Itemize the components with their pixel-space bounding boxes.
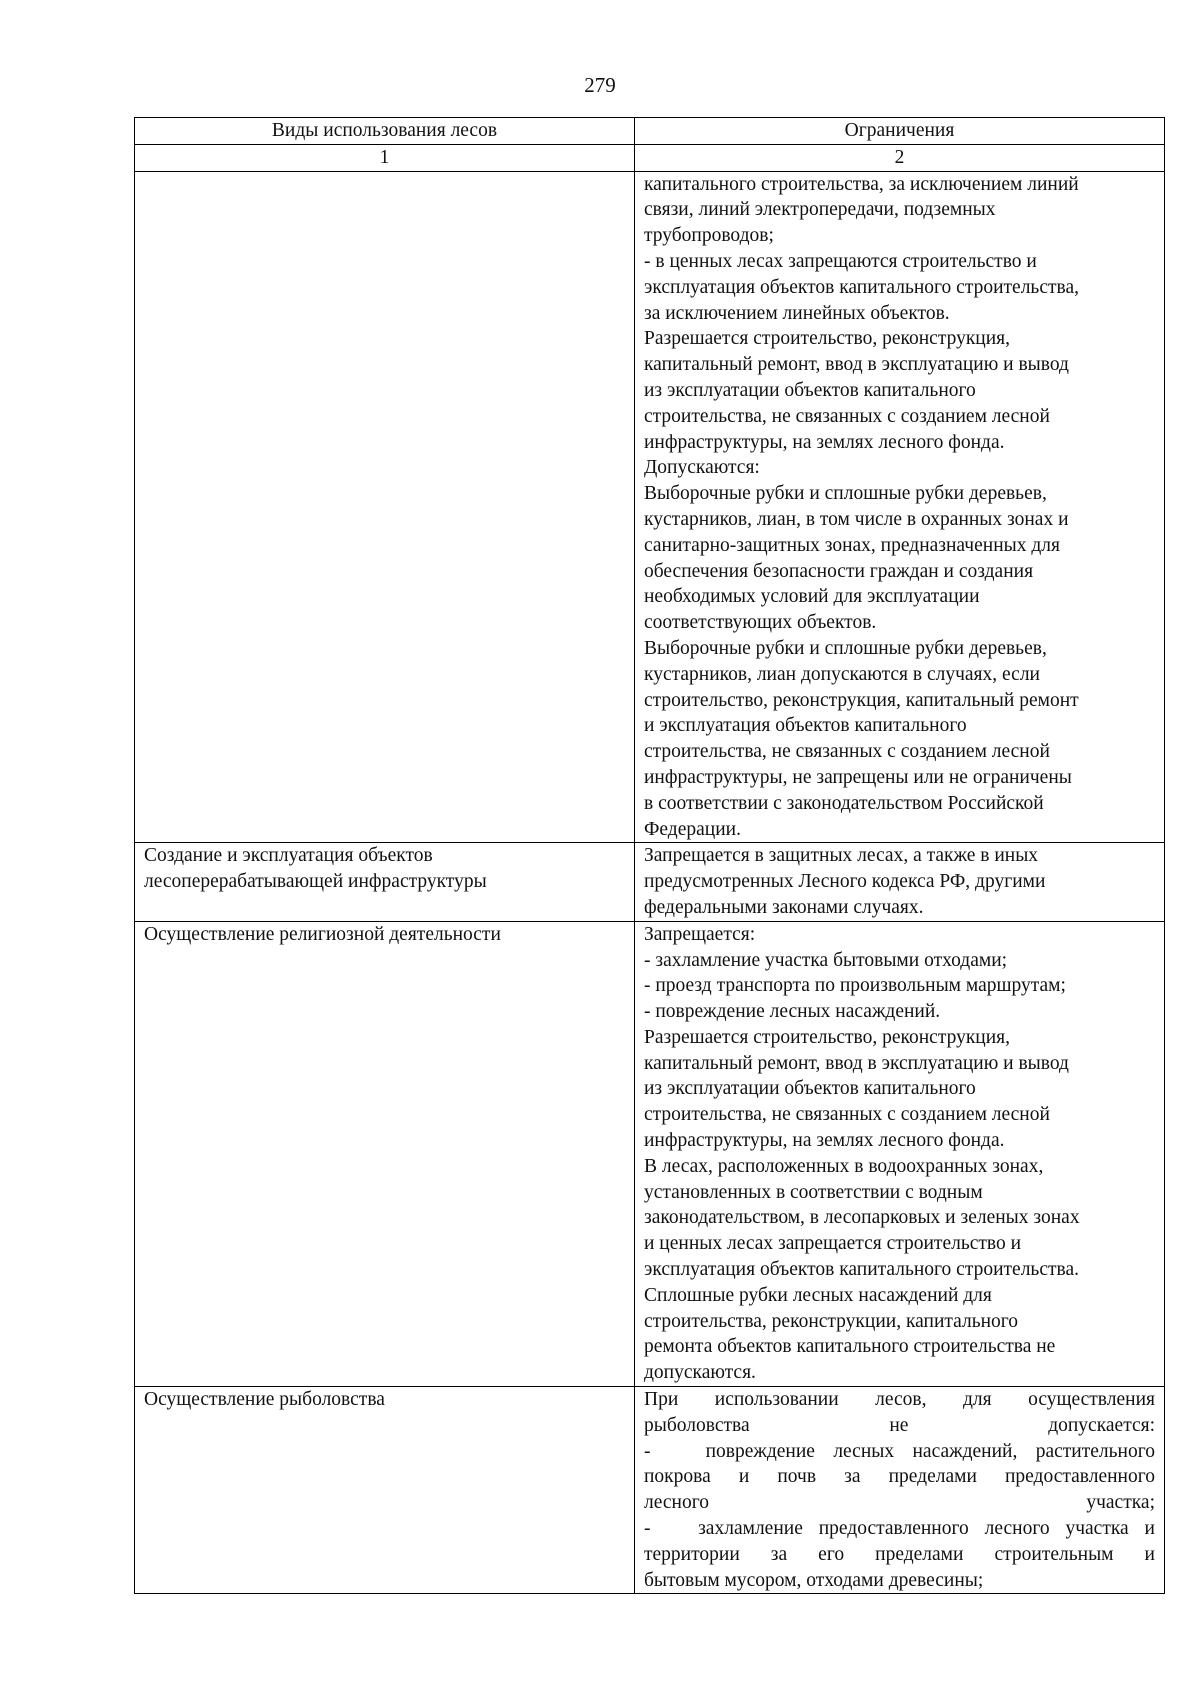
cell-text-line: соответствующих объектов.: [644, 612, 877, 634]
table-row: [135, 171, 1165, 843]
cell-text-line: Сплошные рубки лесных насаждений для: [644, 1284, 992, 1306]
cell-text-line: инфраструктуры, на землях лесного фонда.: [644, 431, 1005, 453]
cell-text-line: Создание и эксплуатация объектов: [144, 845, 433, 867]
cell-text-line: Разрешается строительство, реконструкция,: [644, 328, 1011, 350]
cell-text-line: Федерации.: [644, 818, 741, 840]
cell-text-line: и эксплуатация объектов капитального: [644, 715, 967, 737]
cell-text-line: и ценных лесах запрещается строительство и: [644, 1233, 1022, 1255]
cell-text-line: рыболовства не допускается:: [644, 1414, 1155, 1436]
restrictions-cell: [635, 843, 1165, 921]
cell-text-line: капитальный ремонт, ввод в эксплуатацию и вывод: [644, 1052, 1069, 1074]
cell-text-line: инфраструктуры, на землях лесного фонда.: [644, 1130, 1005, 1152]
forest-use-cell: [135, 1387, 635, 1594]
cell-text-line: лесоперерабатывающей инфраструктуры: [144, 871, 487, 893]
cell-text-line: капитальный ремонт, ввод в эксплуатацию и вывод: [644, 354, 1069, 376]
column-number-1: 1: [135, 144, 635, 171]
cell-text-line: строительства, не связанных с созданием лесной: [644, 405, 1050, 427]
cell-text-line: эксплуатация объектов капитального строительства,: [644, 276, 1079, 298]
cell-text-line: - повреждение лесных насаждений.: [644, 1001, 941, 1023]
cell-text-line: в соответствии с законодательством Российской: [644, 792, 1044, 814]
table-header-row: [135, 118, 1165, 145]
cell-text-line: установленных в соответствии с водным: [644, 1181, 983, 1203]
cell-text-line: - захламление предоставленного лесного участка и: [644, 1518, 1155, 1540]
cell-text-line: эксплуатация объектов капитального строительства.: [644, 1259, 1079, 1281]
header-restrictions: Ограничения: [635, 118, 1165, 145]
cell-text-line: - захламление участка бытовыми отходами;: [644, 949, 1008, 971]
cell-text-line: за исключением линейных объектов.: [644, 302, 950, 324]
header-forest-use: Виды использования лесов: [135, 118, 635, 145]
cell-text-line: - повреждение лесных насаждений, растительного: [644, 1440, 1155, 1462]
cell-text-line: из эксплуатации объектов капитального: [644, 1078, 976, 1100]
cell-text-line: связи, линий электропередачи, подземных: [644, 199, 996, 221]
cell-text-line: строительство, реконструкция, капитальный ремонт: [644, 689, 1079, 711]
restrictions-cell: [635, 171, 1165, 843]
cell-text-line: необходимых условий для эксплуатации: [644, 586, 980, 608]
cell-text-line: Допускаются:: [644, 457, 760, 479]
cell-text-line: лесного участка;: [644, 1492, 1155, 1514]
cell-text-line: - в ценных лесах запрещаются строительство и: [644, 250, 1037, 272]
table-row: [135, 1387, 1165, 1594]
cell-text-line: федеральными законами случаях.: [644, 896, 924, 918]
page-number: 279: [584, 73, 616, 97]
cell-text-line: законодательством, в лесопарковых и зеленых зонах: [644, 1207, 1080, 1229]
cell-text-line: Осуществление религиозной деятельности: [144, 923, 501, 945]
column-number-2: 2: [635, 144, 1165, 171]
cell-text-line: кустарников, лиан допускаются в случаях, если: [644, 663, 1040, 685]
cell-text-line: Выборочные рубки и сплошные рубки деревьев,: [644, 483, 1047, 505]
cell-text-line: трубопроводов;: [644, 225, 774, 247]
cell-text-line: строительства, не связанных с созданием лесной: [644, 1104, 1050, 1126]
cell-text-line: бытовым мусором, отходами древесины;: [644, 1569, 984, 1591]
forest-use-cell: [135, 171, 635, 843]
cell-text-line: строительства, реконструкции, капитального: [644, 1310, 1019, 1332]
forest-use-cell: [135, 843, 635, 921]
cell-text-line: из эксплуатации объектов капитального: [644, 379, 976, 401]
restrictions-cell: [635, 1387, 1165, 1594]
cell-text-line: Выборочные рубки и сплошные рубки деревьев,: [644, 637, 1047, 659]
cell-text-line: Разрешается строительство, реконструкция,: [644, 1026, 1011, 1048]
cell-text-line: предусмотренных Лесного кодекса РФ, другими: [644, 871, 1046, 893]
cell-text-line: допускаются.: [644, 1362, 756, 1384]
cell-text-line: При использовании лесов, для осуществления: [644, 1389, 1155, 1411]
forest-use-cell: [135, 921, 635, 1386]
cell-text-line: территории за его пределами строительным и: [644, 1543, 1155, 1565]
table-row: [135, 921, 1165, 1386]
cell-text-line: санитарно-защитных зонах, предназначенных для: [644, 534, 1060, 556]
table-row: [135, 843, 1165, 921]
restrictions-table: [134, 117, 1165, 1594]
cell-text-line: Осуществление рыболовства: [144, 1389, 385, 1411]
cell-text-line: строительства, не связанных с созданием лесной: [644, 741, 1050, 763]
cell-text-line: капитального строительства, за исключением линий: [644, 173, 1079, 195]
restrictions-cell: [635, 921, 1165, 1386]
cell-text-line: кустарников, лиан, в том числе в охранных зонах и: [644, 508, 1069, 530]
cell-text-line: покрова и почв за пределами предоставленного: [644, 1466, 1155, 1488]
cell-text-line: инфраструктуры, не запрещены или не ограничены: [644, 766, 1072, 788]
cell-text-line: В лесах, расположенных в водоохранных зонах,: [644, 1155, 1044, 1177]
cell-text-line: Запрещается:: [644, 923, 756, 945]
cell-text-line: ремонта объектов капитального строительства не: [644, 1336, 1056, 1358]
cell-text-line: Запрещается в защитных лесах, а также в иных: [644, 845, 1039, 867]
table-numbering-row: [135, 144, 1165, 171]
cell-text-line: обеспечения безопасности граждан и создания: [644, 560, 1034, 582]
cell-text-line: - проезд транспорта по произвольным маршрутам;: [644, 975, 1066, 997]
